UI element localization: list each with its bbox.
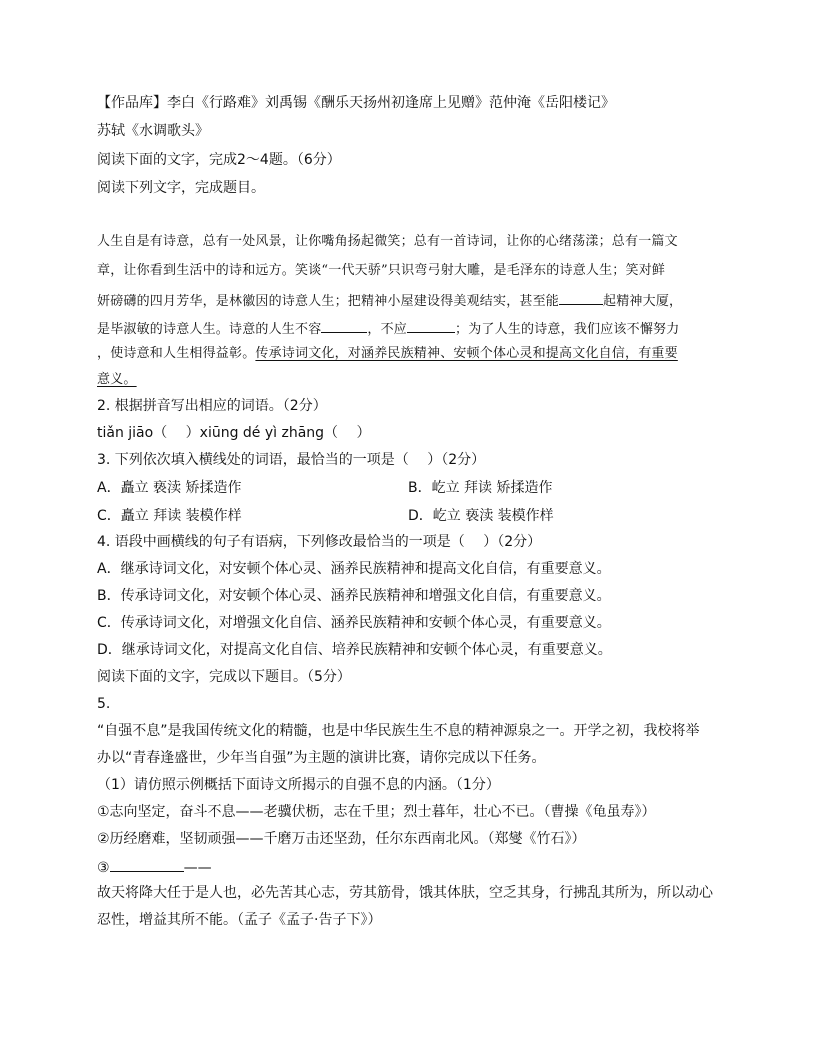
- question-2-stem: 2. 根据拼音写出相应的词语。（2分）: [97, 398, 327, 414]
- passage-line-5: [97, 345, 678, 363]
- option-b[interactable]: B．屹立 拜读 矫揉造作: [408, 480, 553, 496]
- passage-text: ，不应: [367, 322, 408, 337]
- question-5-intro: 阅读下面的文字，完成以下题目。（5分）: [97, 669, 351, 685]
- option-a[interactable]: A．继承诗词文化，对安顿个体心灵、涵养民族精神和提高文化自信，有重要意义。: [97, 561, 611, 577]
- works-library-line-2: 苏轼《水调歌头》: [97, 123, 209, 139]
- option-c[interactable]: C．传承诗词文化，对增强文化自信、涵养民族精神和安顿个体心灵，有重要意义。: [97, 615, 611, 631]
- fill-blank-2[interactable]: [321, 318, 367, 333]
- answer-blank[interactable]: [110, 857, 184, 872]
- mencius-quote-line-1: 故天将降大任于是人也，必先苦其心志，劳其筋骨，饿其体肤，空乏其身，行拂乱其所为，所以动心: [97, 885, 713, 901]
- passage-text: 妍磅礴的四月芳华，是林徽因的诗意人生；把精神小屋建设得美观结实，甚至能: [97, 294, 560, 309]
- option-d[interactable]: D．屹立 亵渎 装模作样: [408, 508, 554, 524]
- option-b[interactable]: B．传承诗词文化，对安顿个体心灵、涵养民族精神和增强文化自信，有重要意义。: [97, 588, 611, 604]
- option-a[interactable]: A．矗立 亵渎 矫揉造作: [97, 480, 242, 496]
- passage-text: 是毕淑敏的诗意人生。诗意的人生不容: [97, 322, 322, 337]
- passage-line-1: 人生自是有诗意，总有一处风景，让你嘴角扬起微笑；总有一首诗词，让你的心绪荡漾；总有一篇文: [97, 234, 678, 249]
- fill-blank-1[interactable]: [559, 290, 603, 305]
- dash: ——: [183, 860, 212, 876]
- passage-text: ；为了人生的诗意，我们应该不懈努力: [455, 322, 680, 337]
- reading-instruction-2: 阅读下列文字，完成题目。: [97, 180, 265, 196]
- question-2-pinyin: tiǎn jiāo（ ）xiūng dé yì zhāng（ ）: [97, 425, 371, 441]
- passage-line-2: 章，让你看到生活中的诗和远方。笑谈“一代天骄”只识弯弓射大雕，是毛泽东的诗意人生；笑对鲜: [97, 263, 666, 278]
- question-5-paragraph-2: 办以“青春逢盛世，少年当自强”为主题的演讲比赛，请你完成以下任务。: [97, 750, 546, 766]
- question-4-stem: 4. 语段中画横线的句子有语病，下列修改最恰当的一项是（ ）（2分）: [97, 534, 542, 550]
- option-d[interactable]: D．继承诗词文化，对提高文化自信、培养民族精神和安顿个体心灵，有重要意义。: [97, 642, 612, 658]
- passage-line-4: [97, 318, 679, 339]
- example-1: ①志向坚定，奋斗不息——老骥伏枥，志在千里；烈士暮年，壮心不已。（曹操《龟虽寿》）: [97, 804, 656, 820]
- task-1-prompt: （1）请仿照示例概括下面诗文所揭示的自强不息的内涵。（1分）: [97, 777, 500, 793]
- passage-line-6: 意义。: [97, 372, 137, 387]
- option-c[interactable]: C．矗立 拜读 装模作样: [97, 508, 242, 524]
- example-3-number: ③: [97, 860, 110, 876]
- question-3-options-row-1: [97, 479, 553, 497]
- passage-text: 起精神大厦，: [603, 294, 683, 309]
- passage-text: ，使诗意和人生相得益彰。: [97, 346, 256, 361]
- question-3-options-row-2: [97, 507, 554, 525]
- question-5-number: 5.: [97, 696, 111, 712]
- question-5-paragraph-1: “自强不息”是我国传统文化的精髓，也是中华民族生生不息的精神源泉之一。开学之初，我校将举: [97, 723, 700, 739]
- passage-line-3: [97, 290, 682, 311]
- question-3-stem: 3. 下列依次填入横线处的词语，最恰当的一项是（ ）（2分）: [97, 452, 486, 468]
- mencius-quote-line-2: 忍性，增益其所不能。（孟子《孟子·告子下》）: [97, 912, 382, 928]
- example-2: ②历经磨难，坚韧顽强——千磨万击还坚劲，任尔东西南北风。（郑燮《竹石》）: [97, 831, 586, 847]
- fill-blank-3[interactable]: [407, 318, 455, 333]
- example-3: [97, 857, 212, 877]
- works-library-line: 【作品库】李白《行路难》刘禹锡《酬乐天扬州初逢席上见赠》范仲淹《岳阳楼记》: [97, 95, 615, 111]
- reading-instruction: 阅读下面的文字，完成2～4题。（6分）: [97, 152, 341, 168]
- underlined-sentence: 传承诗词文化，对涵养民族精神、安顿个体心灵和提高文化自信，有重要: [255, 346, 678, 361]
